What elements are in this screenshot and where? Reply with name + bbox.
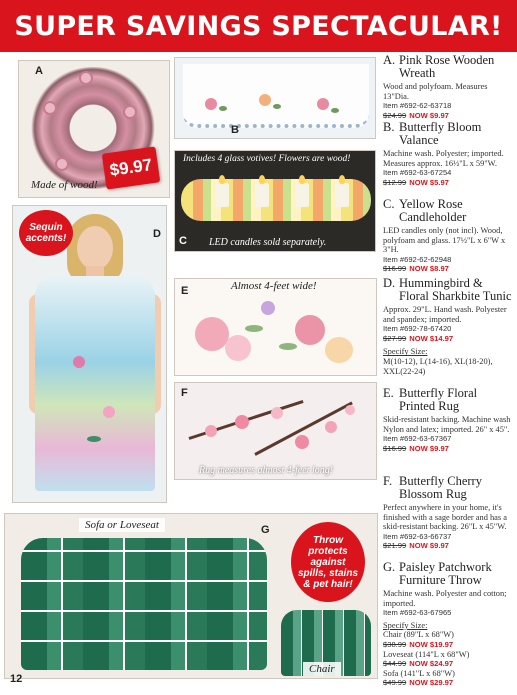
now-price: NOW $29.97	[409, 678, 454, 688]
product-letter: F.	[383, 474, 393, 488]
product-letter: A.	[383, 53, 396, 67]
item-number: Item #692-63-66737	[383, 531, 452, 541]
leaf-decoration	[245, 325, 263, 332]
wreath-caption: Made of wood!	[31, 179, 98, 191]
photo-letter-b: B	[231, 124, 239, 136]
model-face	[77, 226, 113, 270]
photo-letter-c: C	[179, 235, 187, 247]
flower-decoration	[259, 94, 271, 106]
size-options[interactable]: M(10-12), L(14-16), XL(18-20), XXL(22-24)	[383, 356, 493, 376]
now-price: NOW $24.97	[409, 659, 454, 669]
size-option-chair[interactable]	[383, 630, 515, 649]
blossom-decoration	[345, 405, 355, 415]
candle	[215, 183, 229, 207]
leaf-decoration	[219, 106, 227, 111]
item-number: Item #692-63-67965	[383, 608, 452, 618]
candleholder-caption-bottom: LED candles sold separately.	[209, 237, 327, 248]
product-letter: E.	[383, 386, 394, 400]
now-price: NOW $9.97	[409, 443, 449, 453]
product-title: Hummingbird & Floral Sharkbite Tunic	[399, 276, 512, 303]
rose-decoration	[79, 71, 93, 85]
product-description: Machine wash. Polyester; imported. Measures approx. 16½"L x 59"W.	[383, 149, 504, 168]
rose-decoration	[55, 157, 69, 171]
flower-decoration	[295, 315, 325, 345]
chair-label: Chair	[303, 662, 341, 676]
flower-decoration	[205, 98, 217, 110]
product-description: Perfect anywhere in your home, it's finished with a sage border and has a skid-resistant backing. 26"L x 45"W.	[383, 503, 507, 532]
product-letter: B.	[383, 120, 395, 134]
blossom-decoration	[295, 435, 309, 449]
was-price: $24.99	[383, 110, 407, 120]
cherry-rug-caption: Rug measures almost 4-feet long!	[199, 465, 334, 476]
now-price: NOW $14.97	[409, 333, 454, 343]
candleholder-caption-top: Includes 4 glass votives! Flowers are wood!	[183, 154, 351, 164]
product-description: Approx. 29"L. Hand wash. Polyester and spandex; imported.	[383, 305, 507, 324]
product-title: Butterfly Floral Printed Rug	[399, 386, 478, 413]
size-label: Loveseat (114"L x 68"W)	[383, 649, 470, 659]
product-title: Paisley Patchwork Furniture Throw	[399, 560, 492, 587]
candle	[255, 183, 269, 207]
rose-decoration	[123, 105, 137, 119]
sofa-throw-image	[21, 538, 267, 670]
item-number: Item #692-78-67420	[383, 324, 452, 334]
now-price: NOW $9.97	[409, 110, 449, 120]
hummingbird-icon	[87, 436, 101, 442]
flame-icon	[219, 175, 225, 184]
photo-letter-e: E	[181, 285, 189, 297]
item-number: Item #692-63-67254	[383, 168, 452, 178]
flower-decoration	[103, 406, 115, 418]
was-price: $49.99	[383, 678, 407, 688]
leaf-decoration	[331, 108, 339, 113]
product-g[interactable]	[383, 561, 515, 688]
was-price: $27.99	[383, 333, 407, 343]
flower-decoration	[317, 98, 329, 110]
rose-decoration	[43, 101, 57, 115]
photo-letter-g: G	[261, 524, 270, 536]
header-banner	[0, 0, 517, 52]
product-title: Butterfly Bloom Valance	[399, 120, 482, 147]
flame-icon	[259, 175, 265, 184]
throw-badge: Throw protects against spills, stains & pet hair!	[291, 522, 365, 602]
floral-rug-photo[interactable]	[174, 278, 377, 376]
item-number: Item #692-62-63718	[383, 101, 452, 111]
product-b[interactable]	[383, 121, 515, 187]
product-e[interactable]	[383, 387, 515, 453]
sofa-label: Sofa or Loveseat	[79, 518, 165, 532]
flame-icon	[299, 175, 305, 184]
size-label: Sofa (141"L x 68"W)	[383, 668, 455, 678]
candle	[335, 183, 349, 207]
flower-decoration	[73, 356, 85, 368]
was-price: $21.99	[383, 541, 407, 551]
was-price: $44.99	[383, 659, 407, 669]
blossom-decoration	[235, 415, 249, 429]
banner-title: SUPER SAVINGS SPECTACULAR!	[14, 10, 503, 42]
product-description: LED candles only (not incl). Wood, polyfoam and glass. 17½"L x 6"W x 3"H.	[383, 226, 506, 255]
product-letter: D.	[383, 276, 396, 290]
price-badge: $9.97	[102, 146, 160, 189]
cherry-blossom-rug-photo[interactable]	[174, 382, 377, 480]
now-price: NOW $8.97	[409, 264, 449, 274]
tunic-image	[35, 276, 155, 491]
valance-image	[183, 64, 369, 128]
page-number: 12	[10, 673, 23, 685]
flower-decoration	[195, 317, 229, 351]
tunic-photo[interactable]	[12, 205, 167, 503]
product-d[interactable]	[383, 277, 515, 376]
product-description: Skid-resistant backing. Machine wash Nylon and latex; imported. 26" x 45".	[383, 415, 511, 434]
leaf-decoration	[279, 343, 297, 350]
product-f[interactable]	[383, 475, 515, 551]
item-number: Item #692-63-67367	[383, 434, 452, 444]
photo-letter-a: A	[35, 65, 43, 77]
flower-decoration	[325, 337, 353, 363]
flower-decoration	[261, 301, 275, 315]
product-a[interactable]	[383, 54, 515, 120]
candle	[295, 183, 309, 207]
candleholder-photo[interactable]	[174, 150, 376, 252]
size-option-loveseat[interactable]	[383, 650, 515, 669]
was-price: $38.99	[383, 639, 407, 649]
leaf-decoration	[273, 104, 281, 109]
was-price: $12.99	[383, 177, 407, 187]
product-title: Pink Rose Wooden Wreath	[399, 53, 495, 80]
product-c[interactable]	[383, 198, 515, 274]
blossom-decoration	[205, 425, 217, 437]
blossom-decoration	[325, 421, 337, 433]
now-price: NOW $5.97	[409, 177, 449, 187]
item-number: Item #692-62-62948	[383, 254, 452, 264]
size-option-sofa[interactable]	[383, 669, 515, 688]
sequin-badge: Sequin accents!	[19, 210, 73, 256]
was-price: $16.99	[383, 264, 407, 274]
specify-size-label: Specify Size:	[383, 347, 428, 357]
product-title: Butterfly Cherry Blossom Rug	[399, 474, 482, 501]
now-price: NOW $9.97	[409, 541, 449, 551]
photo-letter-d: D	[153, 228, 161, 240]
product-description: Wood and polyfoam. Measures 13"Dia.	[383, 82, 488, 101]
furniture-throw-photo[interactable]	[4, 513, 378, 679]
floral-rug-caption: Almost 4-feet wide!	[231, 280, 317, 292]
now-price: NOW $19.97	[409, 639, 454, 649]
product-description: Machine wash. Polyester and cotton; imported.	[383, 589, 507, 608]
size-label: Chair (89"L x 68"W)	[383, 630, 454, 640]
product-letter: G.	[383, 560, 396, 574]
photo-letter-f: F	[181, 387, 188, 399]
was-price: $16.99	[383, 443, 407, 453]
valance-photo[interactable]	[174, 57, 376, 139]
product-letter: C.	[383, 197, 395, 211]
flower-decoration	[225, 335, 251, 361]
flame-icon	[339, 175, 345, 184]
product-title: Yellow Rose Candleholder	[399, 197, 467, 224]
blossom-decoration	[271, 407, 283, 419]
specify-size-label: Specify Size:	[383, 620, 428, 630]
